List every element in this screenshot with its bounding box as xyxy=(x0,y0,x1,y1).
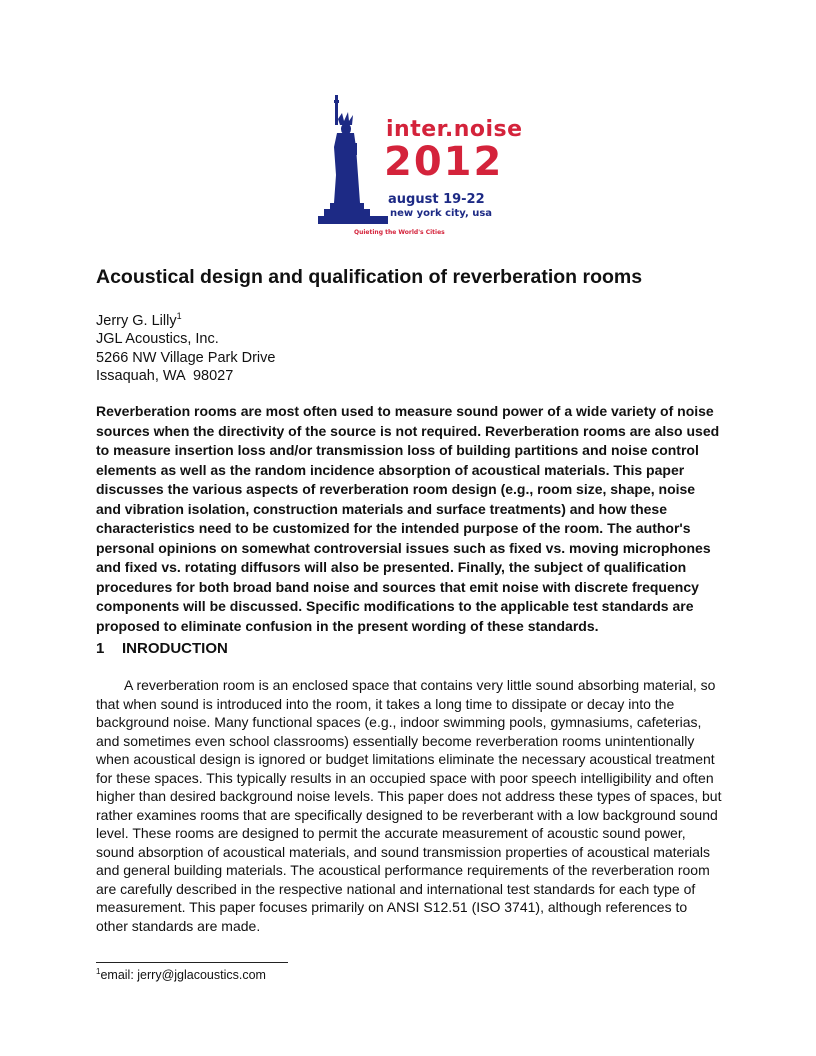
logo-city: new york city, usa xyxy=(390,208,493,219)
author-address-line2: Issaquah, WA 98027 xyxy=(96,368,234,385)
section-number: 1 xyxy=(96,640,105,657)
conference-logo xyxy=(318,95,523,245)
author-block xyxy=(96,307,275,386)
logo-year: 2012 xyxy=(384,139,504,185)
author-address-line1: 5266 NW Village Park Drive xyxy=(96,349,276,366)
footnote xyxy=(96,967,266,982)
section-title: INRODUCTION xyxy=(122,640,228,657)
author-organization: JGL Acoustics, Inc. xyxy=(96,331,219,348)
logo-brand: inter.noise xyxy=(386,117,523,142)
statue-of-liberty-icon xyxy=(318,95,388,225)
footnote-text: email: jerry@jglacoustics.com xyxy=(100,968,266,983)
author-name: Jerry G. Lilly xyxy=(96,312,177,329)
author-footnote-mark: 1 xyxy=(176,311,182,321)
footnote-divider xyxy=(96,962,288,963)
paper-title: Acoustical design and qualification of reverberation rooms xyxy=(96,266,643,288)
author-name-line xyxy=(96,307,275,330)
introduction-paragraph: A reverberation room is an enclosed space that contains very little sound absorbing material, so that when sound is introduced into the room, it takes a long time to dissipate or decay into the background noise. Many functional spaces (e.g., indoor swimming pools, gymnasiums, cafeterias, and sometimes even school classrooms) essentially become reverberation rooms unintentionally when acoustical design is ignored or budget limitations eliminate the necessary acoustical treatment for these spaces. This typically results in an occupied space with poor speech intelligibility and often higher than desired background noise levels. This paper does not address these types of spaces, but rather examines rooms that are specifically designed to be reverberant with a low background sound level. These rooms are designed to permit the accurate measurement of acoustic sound power, sound absorption of acoustical materials, and sound transmission properties of acoustical materials and general building materials. The acoustical performance requirements of the reverberation room are carefully described in the respective national and international test standards for each type of measurement. This paper focuses primarily on ANSI S12.51 (ISO 3741), although references to other standards are made. xyxy=(96,677,722,934)
logo-tagline: Quieting the World's Cities xyxy=(354,229,445,236)
abstract: Reverberation rooms are most often used to measure sound power of a wide variety of noise sources when the directivity of the source is not required. Reverberation rooms are also used to measure insertion loss and/or transmission loss of building partitions and noise control elements as well as the random incidence absorption of acoustical materials. This paper discusses the various aspects of reverberation room design (e.g., room size, shape, noise and vibration isolation, construction materials and surface treatments) and how these characteristics need to be customized for the intended purpose of the room. The author's personal opinions on somewhat controversial issues such as fixed vs. moving microphones and fixed vs. rotating diffusors will also be presented. Finally, the subject of qualification procedures for both broad band noise and sources that emit noise with discrete frequency components will be discussed. Specific modifications to the applicable test standards are proposed to eliminate confusion in the present wording of these standards. xyxy=(96,403,720,634)
footnote-mark: 1 xyxy=(96,967,101,976)
section-heading xyxy=(96,640,228,657)
logo-dates: august 19-22 xyxy=(388,192,485,207)
